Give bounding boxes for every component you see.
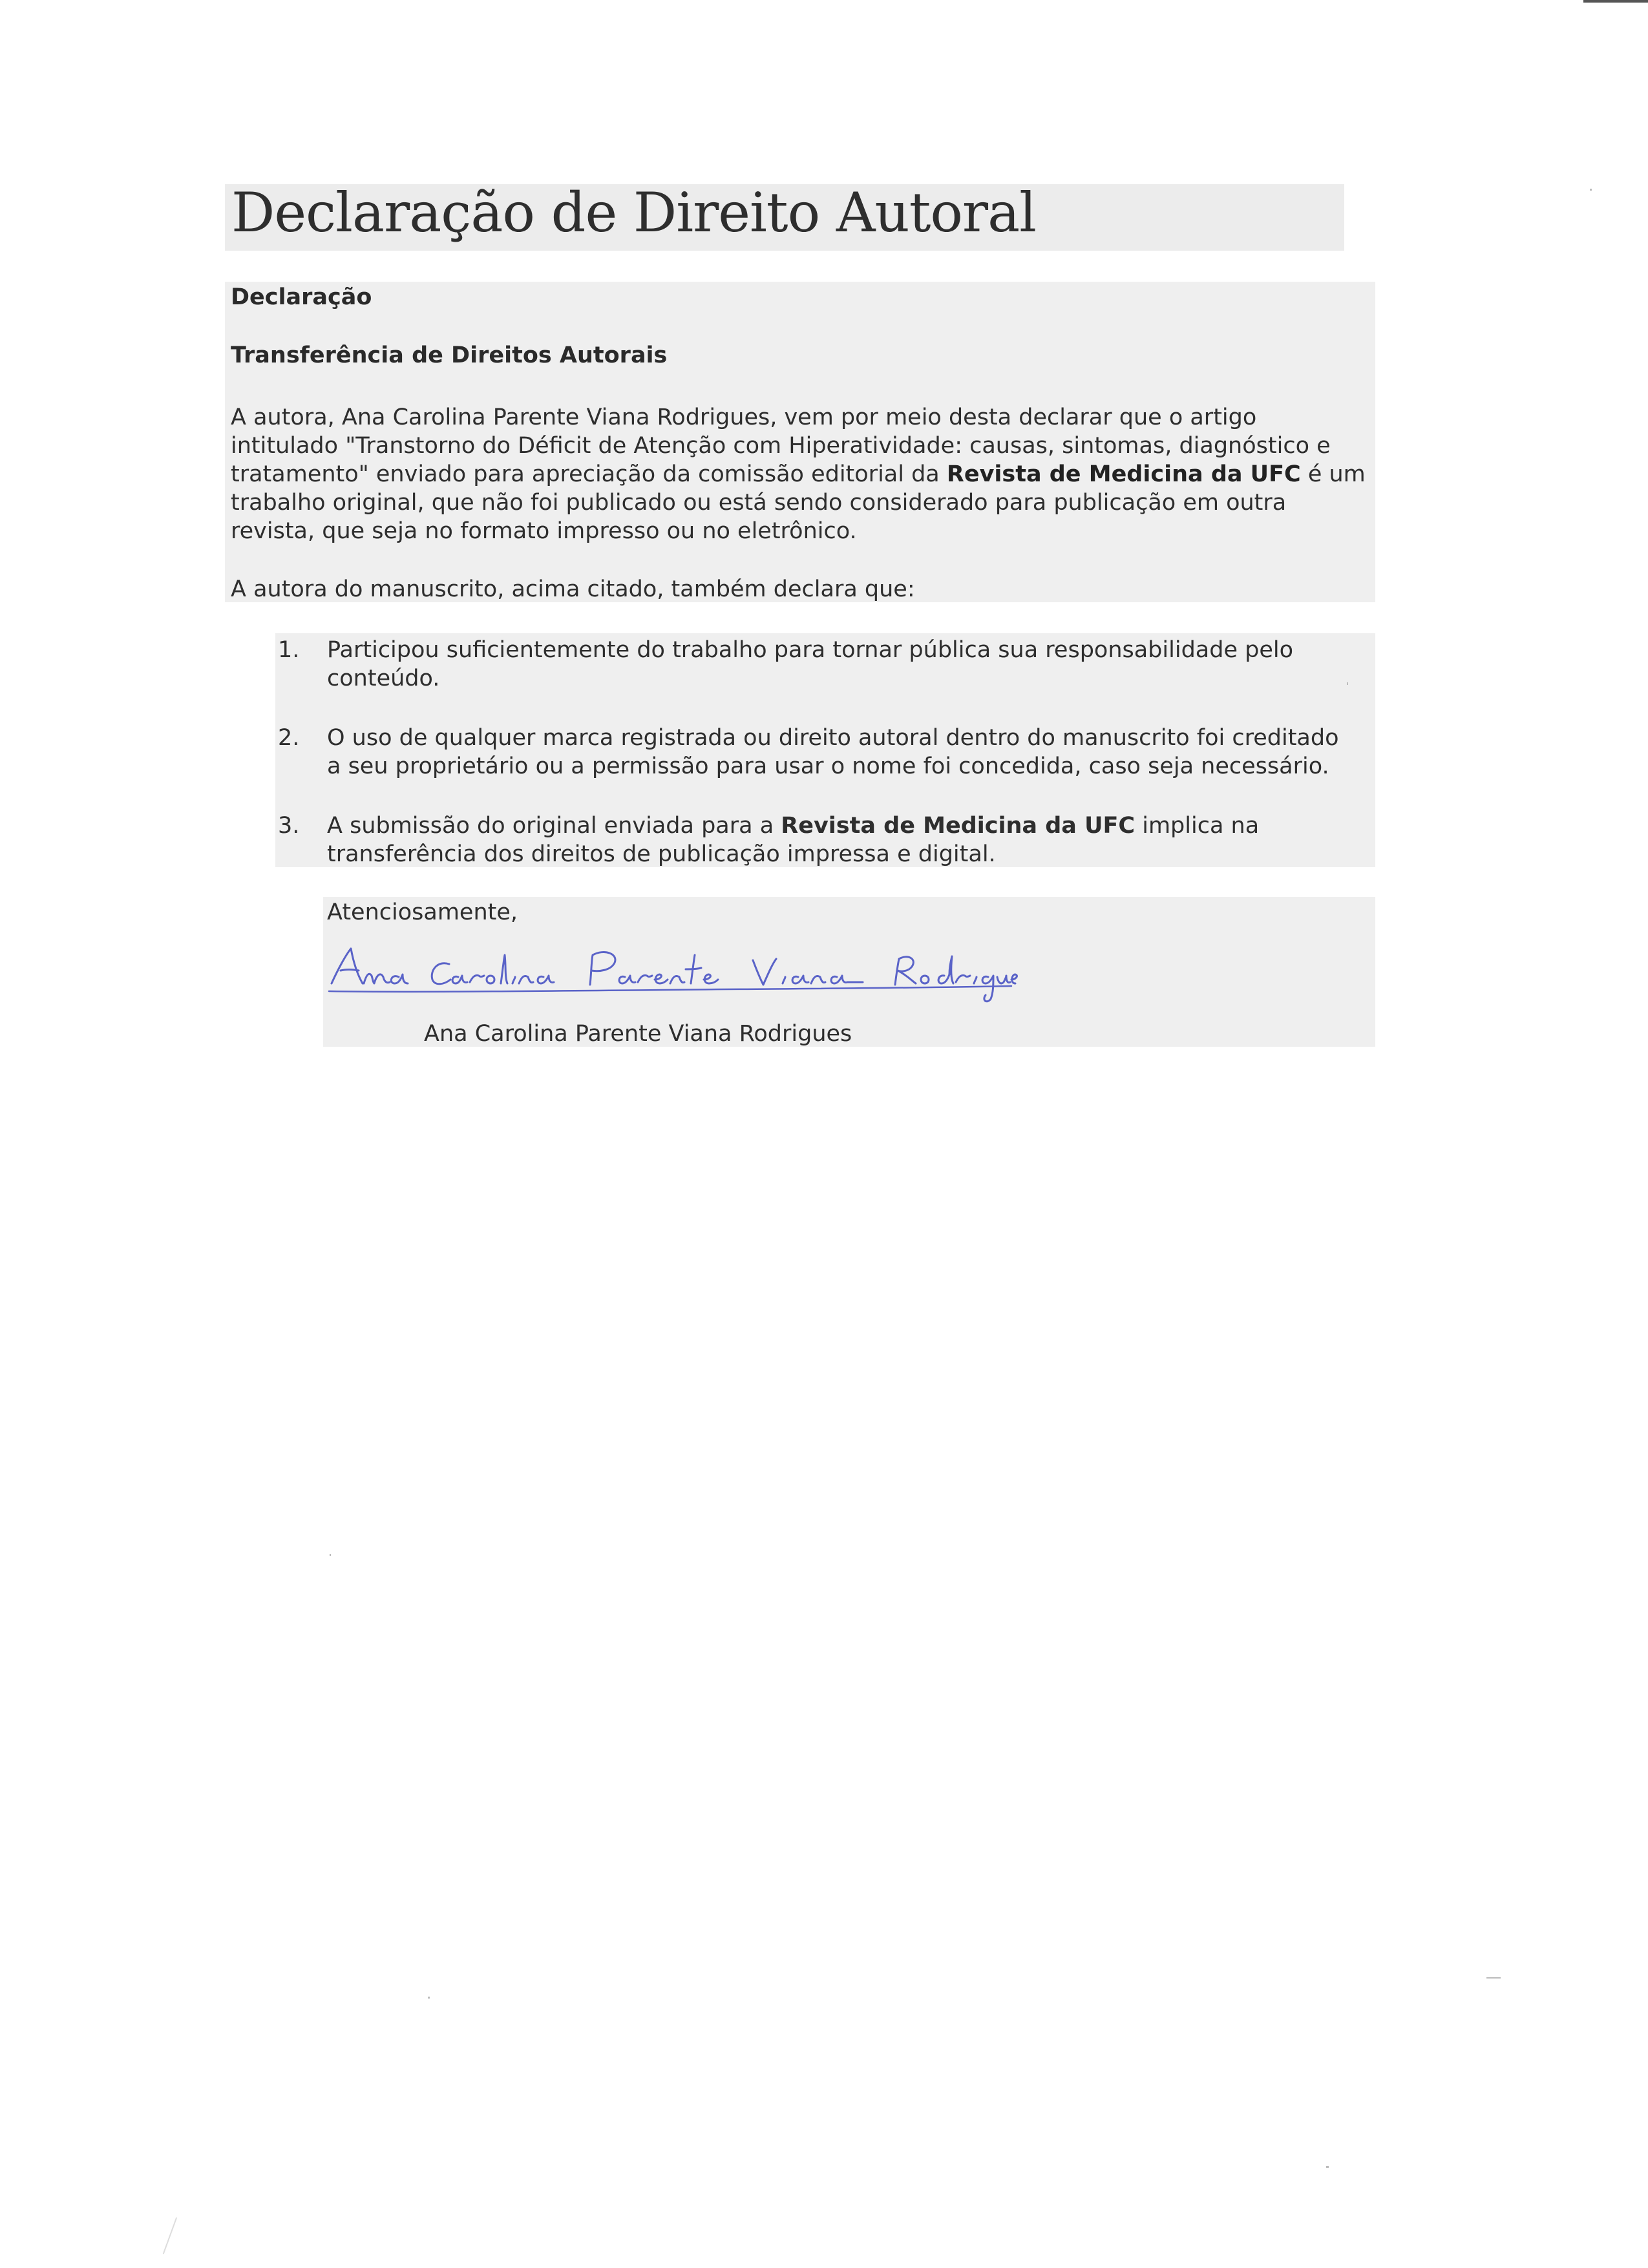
list-item-text <box>327 812 1374 868</box>
list-item-line <box>327 812 1374 840</box>
scan-speck <box>1326 2166 1329 2168</box>
scan-speck <box>1347 682 1348 685</box>
list-intro: A autora do manuscrito, acima citado, também declara que: <box>231 576 915 602</box>
paragraph-line: revista, que seja no formato impresso ou no eletrônico. <box>231 518 857 544</box>
heading-declaracao: Declaração <box>231 284 372 310</box>
heading-transferencia: Transferência de Direitos Autorais <box>231 342 668 368</box>
journal-name: Revista de Medicina da UFC <box>781 813 1136 839</box>
list-item-number: 2. <box>278 725 300 751</box>
journal-name: Revista de Medicina da UFC <box>946 461 1301 487</box>
paragraph-text: tratamento" enviado para apreciação da comissão editorial da <box>231 461 947 487</box>
handwritten-signature <box>326 937 1024 1008</box>
scan-speck <box>1590 189 1592 191</box>
paragraph-line: trabalho original, que não foi publicado ou está sendo considerado para publicação em outra <box>231 490 1287 516</box>
list-item-text <box>327 724 1374 781</box>
declaration-paragraph <box>231 403 1368 545</box>
scan-edge-mark <box>1583 0 1648 3</box>
document-title: Declaração de Direito Autoral <box>231 181 1037 244</box>
list-item-line: conteúdo. <box>327 666 440 691</box>
scan-speck <box>428 1997 430 1999</box>
paragraph-line <box>231 460 1368 488</box>
list-item-text-part: A submissão do original enviada para a <box>327 813 781 839</box>
signer-name: Ana Carolina Parente Viana Rodrigues <box>424 1021 852 1047</box>
scan-speck <box>163 2217 177 2254</box>
list-item-line: transferência dos direitos de publicação impressa e digital. <box>327 841 996 867</box>
scan-speck <box>1486 1977 1501 1979</box>
list-item-number: 3. <box>278 813 300 839</box>
paragraph-line: A autora, Ana Carolina Parente Viana Rodrigues, vem por meio desta declarar que o artigo <box>231 404 1257 430</box>
list-item-number: 1. <box>278 637 300 663</box>
list-item-line: O uso de qualquer marca registrada ou direito autoral dentro do manuscrito foi creditado <box>327 725 1339 751</box>
paragraph-line: intitulado "Transtorno do Déficit de Atenção com Hiperatividade: causas, sintomas, diagnóstico e <box>231 433 1331 459</box>
scan-speck <box>330 1554 331 1556</box>
paragraph-text: é um <box>1300 461 1366 487</box>
list-item-line: Participou suficientemente do trabalho para tornar pública sua responsabilidade pelo <box>327 637 1294 663</box>
list-item-text-part: implica na <box>1135 813 1260 839</box>
list-item-line: a seu proprietário ou a permissão para usar o nome foi concedida, caso seja necessário. <box>327 753 1329 779</box>
list-item-text <box>327 636 1374 693</box>
closing-salutation: Atenciosamente, <box>327 899 518 925</box>
